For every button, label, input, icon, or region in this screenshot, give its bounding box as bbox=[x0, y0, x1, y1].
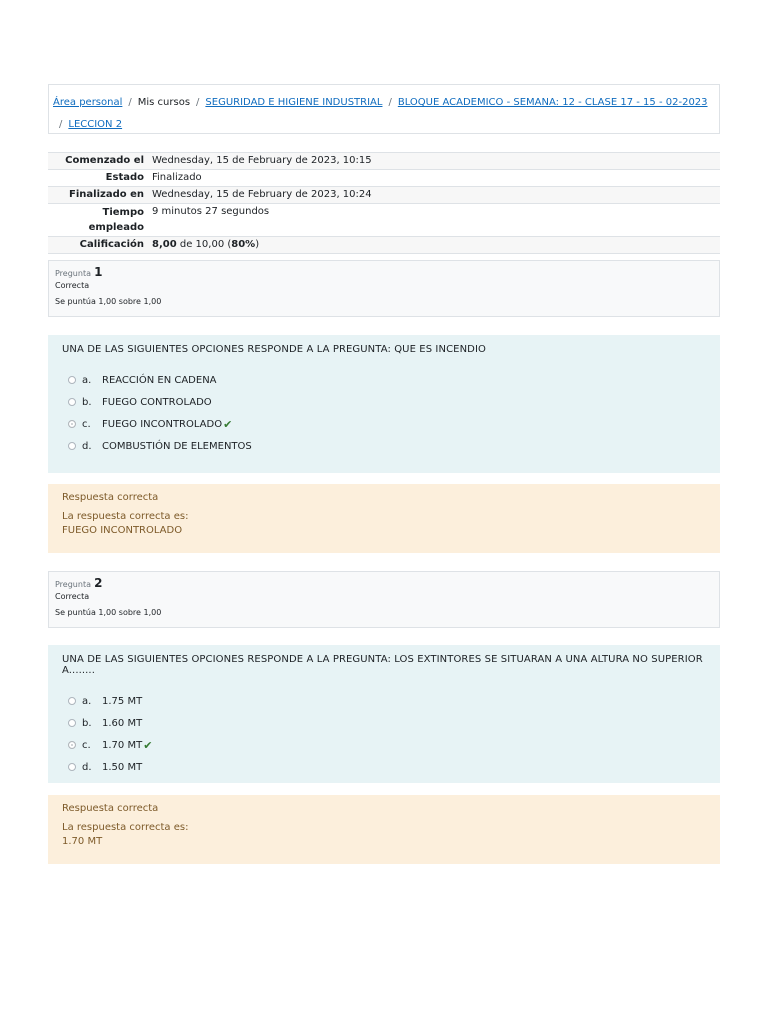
answer-option[interactable] bbox=[62, 712, 706, 734]
breadcrumb-lesson-link[interactable]: LECCION 2 bbox=[68, 119, 123, 130]
question-1-formulation bbox=[48, 335, 720, 473]
summary-time-value: 9 minutos 27 segundos bbox=[152, 206, 270, 217]
feedback-correct-answer: 1.70 MT bbox=[62, 836, 103, 847]
check-icon: ✔ bbox=[223, 417, 233, 431]
radio-button[interactable] bbox=[68, 398, 76, 406]
answer-text: REACCIÓN EN CADENA bbox=[102, 374, 217, 386]
summary-finished-label: Finalizado en bbox=[69, 189, 144, 200]
answer-option[interactable] bbox=[62, 413, 706, 435]
breadcrumb-mis-cursos: Mis cursos bbox=[137, 97, 191, 108]
grade-percent: 80% bbox=[231, 239, 256, 250]
breadcrumb bbox=[48, 84, 720, 134]
question-1-feedback bbox=[48, 484, 720, 553]
check-icon: ✔ bbox=[143, 738, 153, 752]
answer-text: COMBUSTIÓN DE ELEMENTOS bbox=[102, 440, 252, 452]
answer-letter: b. bbox=[82, 717, 92, 729]
question-2-info bbox=[48, 571, 720, 628]
grade-score: 8,00 bbox=[152, 239, 177, 250]
radio-button[interactable] bbox=[68, 376, 76, 384]
answer-letter: c. bbox=[82, 739, 91, 751]
breadcrumb-area-personal-link[interactable]: Área personal bbox=[53, 97, 123, 108]
radio-button-selected[interactable] bbox=[68, 420, 76, 428]
summary-row-started bbox=[48, 153, 720, 170]
attempt-summary-table bbox=[48, 152, 720, 254]
feedback-correct-answer: FUEGO INCONTROLADO bbox=[62, 525, 183, 536]
answer-option[interactable] bbox=[62, 369, 706, 391]
radio-button-selected[interactable] bbox=[68, 741, 76, 749]
question-2-feedback bbox=[48, 795, 720, 864]
breadcrumb-section-link[interactable]: BLOQUE ACADEMICO - SEMANA: 12 - CLASE 17 - 15 - 02-2023 bbox=[397, 97, 708, 108]
summary-row-state bbox=[48, 170, 720, 187]
question-state: Correcta bbox=[55, 281, 90, 290]
answer-letter: c. bbox=[82, 418, 91, 430]
question-label: Pregunta bbox=[55, 269, 91, 278]
summary-time-label-line2: empleado bbox=[88, 222, 144, 233]
summary-time-label bbox=[48, 204, 150, 237]
answer-option[interactable] bbox=[62, 690, 706, 712]
summary-finished-value: Wednesday, 15 de February de 2023, 10:24 bbox=[152, 189, 372, 200]
answer-list bbox=[62, 690, 706, 778]
answer-text: FUEGO CONTROLADO bbox=[102, 396, 212, 408]
answer-letter: a. bbox=[82, 374, 92, 386]
question-text: UNA DE LAS SIGUIENTES OPCIONES RESPONDE A LA PREGUNTA: LOS EXTINTORES SE SITUARAN A UNA ALTURA NO SUPERIOR A........ bbox=[62, 654, 703, 676]
answer-letter: d. bbox=[82, 761, 92, 773]
summary-grade-value bbox=[150, 237, 720, 254]
answer-letter: d. bbox=[82, 440, 92, 452]
summary-row-time bbox=[48, 204, 720, 237]
radio-button[interactable] bbox=[68, 763, 76, 771]
breadcrumb-row-1 bbox=[53, 92, 715, 114]
answer-text: 1.50 MT bbox=[102, 761, 143, 773]
answer-text: 1.60 MT bbox=[102, 717, 143, 729]
breadcrumb-separator: / bbox=[196, 97, 200, 108]
summary-state-value: Finalizado bbox=[152, 172, 202, 183]
question-1-info bbox=[48, 260, 720, 317]
summary-started-value: Wednesday, 15 de February de 2023, 10:15 bbox=[152, 155, 372, 166]
feedback-title: Respuesta correcta bbox=[62, 492, 159, 503]
radio-button[interactable] bbox=[68, 697, 76, 705]
breadcrumb-separator: / bbox=[128, 97, 132, 108]
question-text: UNA DE LAS SIGUIENTES OPCIONES RESPONDE A LA PREGUNTA: QUE ES INCENDIO bbox=[62, 344, 486, 355]
answer-letter: b. bbox=[82, 396, 92, 408]
question-state: Correcta bbox=[55, 592, 90, 601]
answer-text: 1.75 MT bbox=[102, 695, 143, 707]
breadcrumb-separator: / bbox=[388, 97, 392, 108]
summary-time-label-line1: Tiempo bbox=[102, 207, 144, 218]
answer-text: 1.70 MT bbox=[102, 739, 143, 751]
feedback-correct-label: La respuesta correcta es: bbox=[62, 511, 189, 522]
summary-started-label: Comenzado el bbox=[65, 155, 144, 166]
summary-row-grade bbox=[48, 237, 720, 254]
radio-button[interactable] bbox=[68, 719, 76, 727]
feedback-correct-label: La respuesta correcta es: bbox=[62, 822, 189, 833]
summary-row-finished bbox=[48, 187, 720, 204]
breadcrumb-course-link[interactable]: SEGURIDAD E HIGIENE INDUSTRIAL bbox=[205, 97, 383, 108]
question-2-formulation bbox=[48, 645, 720, 783]
answer-option[interactable] bbox=[62, 435, 706, 457]
answer-letter: a. bbox=[82, 695, 92, 707]
question-number: 2 bbox=[94, 576, 103, 590]
breadcrumb-row-2 bbox=[53, 114, 715, 136]
question-grade: Se puntúa 1,00 sobre 1,00 bbox=[55, 608, 162, 617]
summary-state-label: Estado bbox=[105, 172, 144, 183]
answer-list bbox=[62, 369, 706, 457]
answer-text: FUEGO INCONTROLADO bbox=[102, 418, 223, 430]
question-grade: Se puntúa 1,00 sobre 1,00 bbox=[55, 297, 162, 306]
answer-option[interactable] bbox=[62, 391, 706, 413]
feedback-title: Respuesta correcta bbox=[62, 803, 159, 814]
answer-option[interactable] bbox=[62, 756, 706, 778]
grade-close: ) bbox=[255, 239, 260, 250]
grade-of: de 10,00 ( bbox=[179, 239, 232, 250]
question-label: Pregunta bbox=[55, 580, 91, 589]
answer-option[interactable] bbox=[62, 734, 706, 756]
radio-button[interactable] bbox=[68, 442, 76, 450]
question-number: 1 bbox=[94, 265, 103, 279]
summary-grade-label: Calificación bbox=[79, 239, 144, 250]
breadcrumb-separator: / bbox=[59, 119, 63, 130]
